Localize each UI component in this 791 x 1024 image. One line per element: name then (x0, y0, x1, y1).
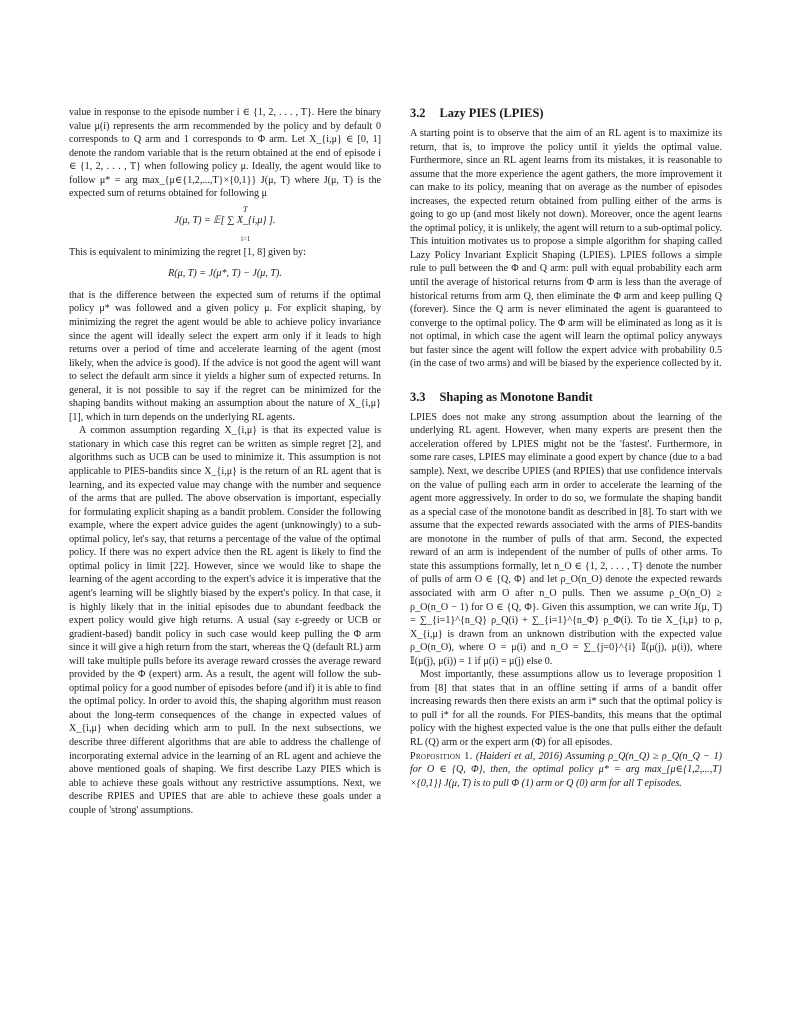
monotone-bandit-paragraph: LPIES does not make any strong assumption about the learning of the underlying RL agent. However, when many experts are present then the acceleration offered by LPIES might not be the 'fastest'. Furthermore, in some rare cases, LPIES may eliminate a good expert by chance (due to a bad sample). Next, we describe UPIES (and RPIES) that use confidence intervals on the value of pulling each arm in order to accelerate the learning of the agent more aggressively. In order to do so, we formulate the shaping bandit as a special case of the monotone bandit as described in [8]. To start with we assume that the expected rewards associated with the arms of PIES-bandits are monotone in the number of pulls of that arm. Second, the expected reward of an arm is independent of the number of pulls of other arms. To state this assumptions formally, let n_O ∈ {1, 2, . . . , T} denote the number of pulls of arm O ∈ {Q, Φ} and let ρ_O(n_O) denote the expected rewards associated with arm O after n_O pulls. Then we assume ρ_O(n_O) ≥ ρ_O(n_O − 1) for O ∈ {Q, Φ}. Given this assumption, we can write J(μ, T) = ∑_{i=1}^{n_Q} ρ_Q(i) + ∑_{i=1}^{n_Φ} ρ_Φ(i). To tie X_{i,μ} to ρ, X_{i,μ} is drawn from an unknown distribution with the expected value ρ_O(n_O), where O = μ(i) and n_O = ∑_{j=0}^{i} 𝕀(μ(j), μ(i)), where 𝕀(μ(j), μ(i)) = 1 if μ(i) = μ(j) else 0. (410, 411, 722, 667)
lazy-pies-paragraph: A starting point is to observe that the aim of an RL agent is to maximize its return, that is, to improve the policy until it yields the optimal value. Furthermore, since an RL agent learns from its mistakes, it is reasonable to assume that the more experience the agent gathers, the more improvement it can make to its policy, meaning that on average as the number of episodes increases, the expected return obtained from pulling either of the arms is going to go up (and most likely not down). Moreover, once the agent learns the optimal policy, it is unlikely, the agent will return to a sub-optimal policy. This intuition motivates us to propose a simple algorithm for shaping called Lazy Policy Invariant Explicit Shaping (LPIES). LPIES follows a simple rule to pull between the Φ and Q arm: pull with equal probability each arm until the average of historical returns from Φ arm is less than the average of historical returns from arm Q, then eliminate the Φ arm and keep pulling Q (forever). Since the Q arm is never eliminated the agent is guaranteed to converge to the optimal policy. The Φ arm will be eliminated as long as it is not optimal, in which case the agent will learn the optimal policy anyways but faster since the agent will follow the expert advice with probability 0.5 (in the case of two arms) and will be biased by the experience collected by it. (410, 128, 723, 370)
equation-expected-return (69, 206, 381, 242)
equation-regret: R(μ, T) = J(μ*, T) − J(μ, T). (168, 268, 282, 280)
left-column (69, 106, 381, 817)
regret-intro: This is equivalent to minimizing the regret [1, 8] given by: (69, 246, 306, 258)
section-heading-lazy-pies (410, 106, 722, 121)
sum-upper-limit: T (243, 204, 248, 214)
intro-paragraph: value in response to the episode number i ∈ {1, 2, . . . , T}. Here the binary value μ(i) represents the arm recommended by the policy and by default 0 corresponds to Q arm and 1 corresponds to Φ arm. Let X_{i,μ} ∈ [0, 1] denote the random variable that is the return obtained at the end of episode i ∈ {1, 2, . . . , T} when following policy μ. Ideally, the agent would like to follow μ* = arg max_{μ∈{1,2,...,T}×{0,1}} J(μ, T) where J(μ, T) is the expected sum of returns obtained for following μ (69, 107, 381, 200)
proposition-text: (Haiderí et al, 2016) Assuming ρ_Q(n_Q) ≥ ρ_Q(n_Q − 1) for O ∈ {Q, Φ}, then, the optimal policy μ* = arg max_{μ∈{1,2,...,T}×{0,1}} J(μ, T) is to pull Φ (1) arm or Q (0) arm for all T episodes. (410, 750, 722, 789)
section-number: 3.3 (410, 389, 426, 404)
section-number: 3.2 (410, 106, 426, 120)
proposition-label: Proposition 1. (410, 750, 473, 762)
sum-lower-limit: i=1 (241, 234, 251, 243)
section-title: Shaping as Monotone Bandit (439, 389, 593, 404)
assumption-paragraph: A common assumption regarding X_{i,μ} is that its expected value is stationary in which case this regret can be written as simple regret [2], and algorithms such as UCB can be used to minimize it. This assumption is not applicable to PIES-bandits since X_{i,μ} is the return of an RL agent that is learning, and its expected value may change with the number and sequence of the arms that are pulled. The above observation is important, especially for formulating explicit shaping as a bandit problem. Consider the following example, where the expert advice guides the agent (unknowingly) to a sub-optimal policy, let's say, that returns a percentage of the value of the optimal policy. If there was no expert advice then the RL agent is likely to find the optimal policy in limit [22]. However, since we would like to shape the learning of the agent according to the expert's advice it is imperative that the agent's learning will be slightly biased by the expert's policy. In that case, it is highly likely that in the initial episodes due to abundant feedback the expert policy would give high returns. A usual (say ε-greedy or UCB or gradient-based) bandit policy in such case would keep pulling the Φ arm since it will give a high return from the start, whereas the Q (default RL) arm will take multiple pulls before its average reward crosses the average reward provided by the Φ (expert) arm. As a result, the agent will follow the sub-optimal policy for a good number of episodes before (and if) it is able to find the optimal policy. In order to avoid this, the shaping algorithm must reason about the long-term consequences of the change in expected values of X_{i,μ} when deciding which arm to pull. In the next subsections, we describe three different algorithms that are able to address the challenge of incorporating external advice in the learning of an RL agent and achieve the above mentioned goals of shaping. We first describe Lazy PIES which is able to achieve these goals without any restrictive assumptions. Next, we describe RPIES and UPIES that are able to achieve these goals under a couple of 'strong' assumptions. (69, 425, 381, 816)
equation-expected-return-text: J(μ, T) = 𝔼[ ∑ X_{i,μ} ]. (174, 214, 276, 226)
regret-paragraph: that is the difference between the expected sum of returns if the optimal policy μ* was followed and a given policy μ. For explicit shaping, by minimizing the regret the agent would be able to achieve policy invariance since the agent will ideally select the expert arm only if it leads to high returns over a period of time and accelerate learning of the agent (most likely, when the advice is good). If the advice is not good the agent will want to select the default arm since it yields a higher sum of expected returns. In general, it is not possible to say if the regret can be minimized for the shaping bandits without making an assumption about the nature of X_{i,μ} [1], which in turn depends on the underlying RL agents. (69, 289, 381, 423)
right-column (410, 106, 722, 790)
proposition-intro-paragraph: Most importantly, these assumptions allow us to leverage proposition 1 from [8] that states that in an offline setting if arms of a bandit offer increasing rewards then there exists an arm i* such that the optimal policy is to pull i* for all the rounds. For PIES-bandits, this means that the optimal policy with the highest expected value is the one that pulls either the default RL (Q) arm or the expert arm (Φ) for all episodes. (410, 669, 722, 748)
section-heading-monotone-bandit (410, 390, 722, 405)
proposition-1 (410, 750, 722, 791)
section-title: Lazy PIES (LPIES) (439, 106, 544, 120)
